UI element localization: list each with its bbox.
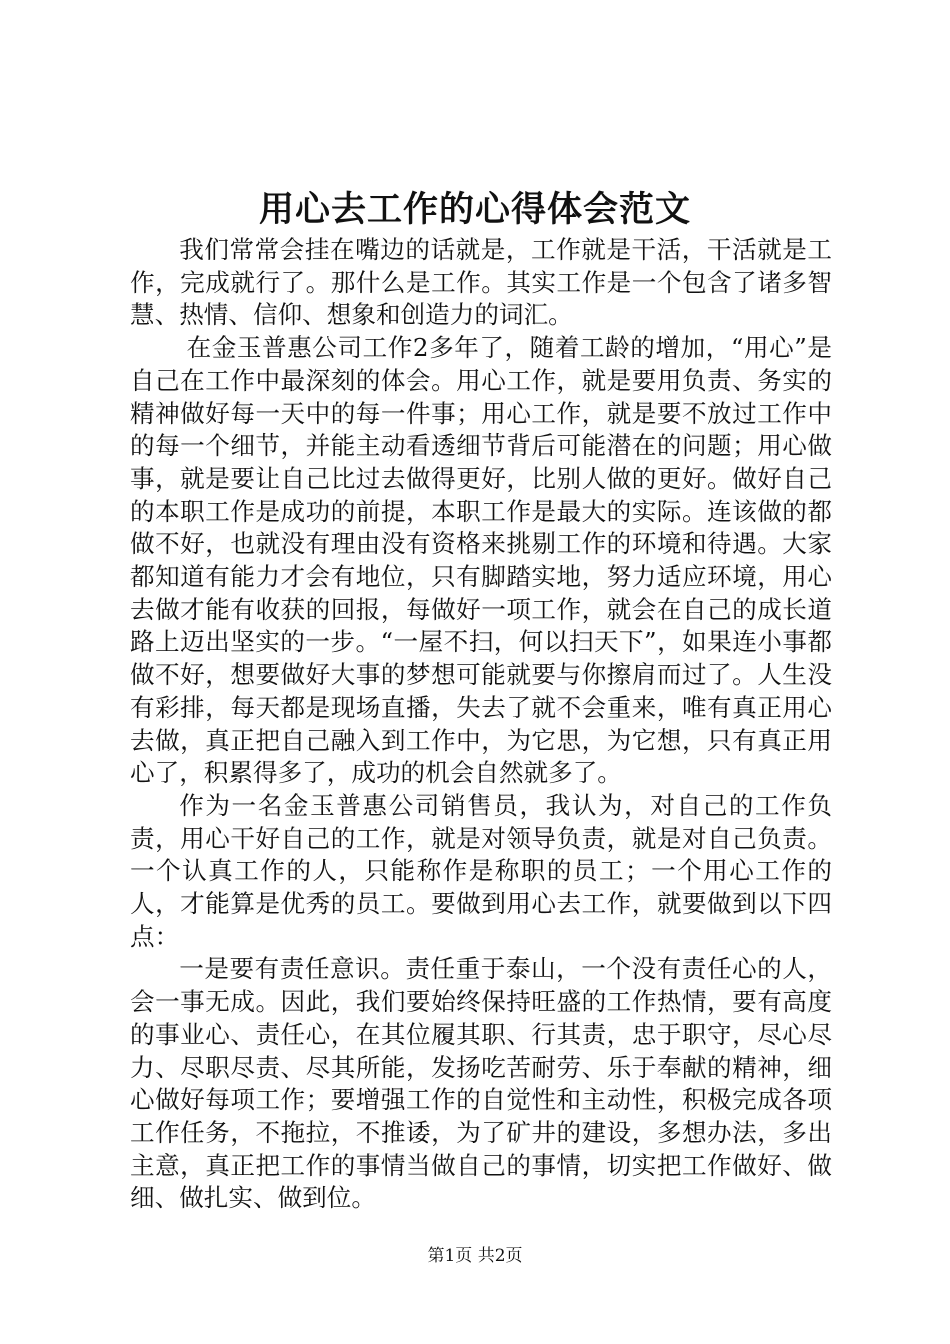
- paragraph-2: 在金玉普惠公司工作2多年了，随着工龄的增加，“用心”是自己在工作中最深刻的体会。用心工作，就是要用负责、务实的精神做好每一天中的每一件事；用心工作，就是要不放过工作中的每一个细节，并能主动看透细节背后可能潜在的问题；用心做事，就是要让自己比过去做得更好，比别人做的更好。做好自己的本职工作是成功的前提，本职工作是最大的实际。连该做的都做不好，也就没有理由没有资格来挑剔工作的环境和待遇。大家都知道有能力才会有地位，只有脚踏实地，努力适应环境，用心去做才能有收获的回报，每做好一项工作，就会在自己的成长道路上迈出坚实的一步。“一屋不扫，何以扫天下”，如果连小事都做不好，想要做好大事的梦想可能就要与你擦肩而过了。人生没有彩排，每天都是现场直播，失去了就不会重来，唯有真正用心去做，真正把自己融入到工作中，为它思，为它想，只有真正用心了，积累得多了，成功的机会自然就多了。: [130, 333, 832, 788]
- paragraph-4: 一是要有责任意识。责任重于泰山，一个没有责任心的人，会一事无成。因此，我们要始终保持旺盛的工作热情，要有高度的事业心、责任心，在其位履其职、行其责，忠于职守，尽心尽力、尽职尽责、尽其所能，发扬吃苦耐劳、乐于奉献的精神，细心做好每项工作；要增强工作的自觉性和主动性，积极完成各项工作任务，不拖拉，不推诿，为了矿井的建设，多想办法，多出主意，真正把工作的事情当做自己的事情，切实把工作做好、做细、做扎实、做到位。: [130, 954, 832, 1213]
- document-title: 用心去工作的心得体会范文: [258, 189, 691, 230]
- paragraph-3: 作为一名金玉普惠公司销售员，我认为，对自己的工作负责，用心干好自己的工作，就是对领导负责，就是对自己负责。一个认真工作的人，只能称作是称职的员工；一个用心工作的人，才能算是优秀的员工。要做到用心去工作，就要做到以下四点：: [130, 790, 832, 951]
- page-footer: 第1页 共2页: [427, 1246, 523, 1266]
- paragraph-1: 我们常常会挂在嘴边的话就是，工作就是干活，干活就是工作，完成就行了。那什么是工作。其实工作是一个包含了诸多智慧、热情、信仰、想象和创造力的词汇。: [130, 235, 832, 330]
- document-body: [130, 234, 832, 1215]
